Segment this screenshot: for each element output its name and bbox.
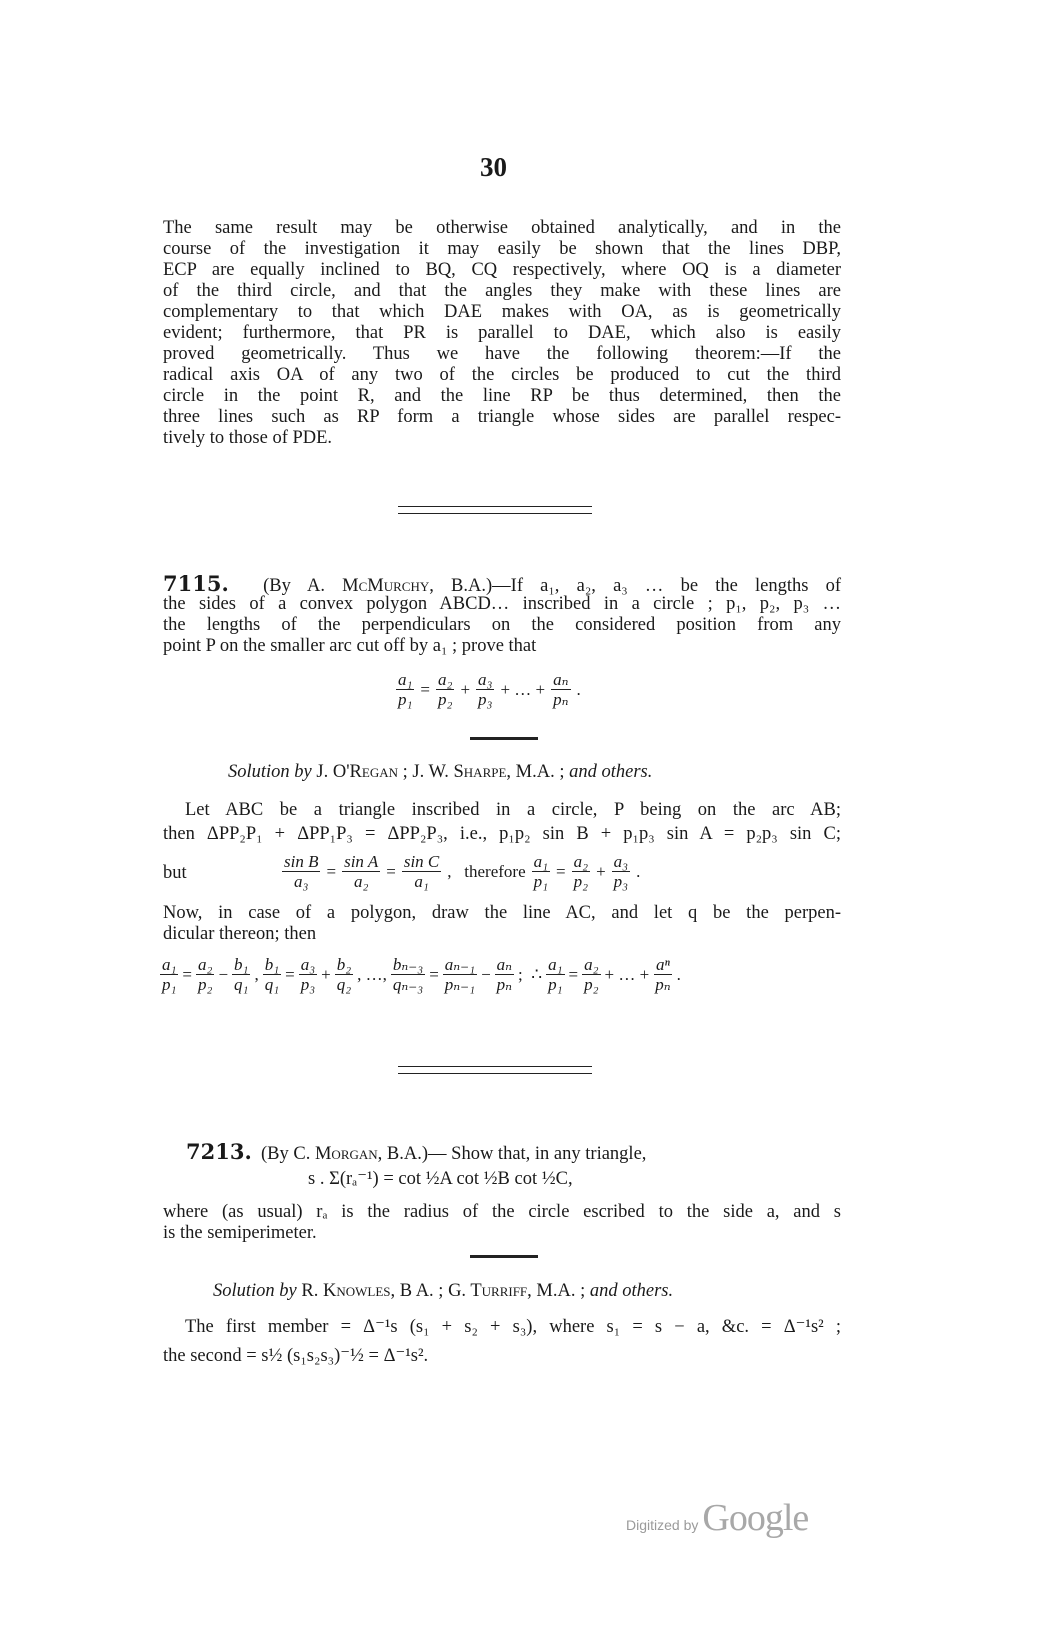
fraction-denominator: q₁ <box>264 975 280 994</box>
fraction-numerator: a₁ <box>398 670 413 689</box>
formula-prove <box>396 670 581 709</box>
fraction-denominator: p₃ <box>478 690 493 709</box>
formula-operator: = <box>420 679 431 699</box>
fraction <box>160 955 178 994</box>
section-divider <box>398 506 592 514</box>
question-7115 <box>163 573 841 657</box>
question-heading <box>163 573 841 594</box>
fraction-denominator: p₃ <box>300 975 316 994</box>
fraction-numerator: b₁ <box>234 955 249 974</box>
fraction-numerator: a₃ <box>478 670 493 689</box>
formula-operator: = <box>568 964 579 984</box>
fraction-denominator: p₃ <box>613 872 629 891</box>
fraction-denominator: p₁ <box>162 975 177 994</box>
fraction-denominator: pₙ₋₁ <box>444 975 476 994</box>
formula-operator: + <box>460 679 471 699</box>
fraction <box>342 852 380 891</box>
formula-operator: = <box>182 964 193 984</box>
formula-operator: = <box>556 861 566 881</box>
fraction-numerator: sin A <box>344 852 379 871</box>
text-line: complementary to that which DAE makes with OA, as is geometrically <box>163 302 841 322</box>
fraction-denominator: p₂ <box>573 872 589 891</box>
formula-operator: = <box>386 861 396 881</box>
fraction-numerator: sin B <box>284 852 319 871</box>
text-line: tively to those of PDE. <box>163 428 333 448</box>
fraction-numerator: b₁ <box>264 955 280 974</box>
fraction-numerator: sin C <box>403 852 440 871</box>
but-label: but <box>163 863 187 883</box>
intro-paragraph <box>163 218 841 449</box>
text-line: the second = s½ (s₁s₂s₃)⁻½ = Δ⁻¹s². <box>163 1346 429 1366</box>
by-prefix: (By C. <box>261 1144 315 1164</box>
formula-operator: . <box>676 964 681 984</box>
formula-operator: , …, <box>357 964 387 984</box>
short-rule <box>470 1255 538 1258</box>
solution-body-2 <box>163 903 841 945</box>
fraction-denominator: a₃ <box>294 872 309 891</box>
fraction <box>532 852 550 891</box>
formula-operator: , <box>254 964 259 984</box>
fraction-denominator: p₁ <box>398 690 413 709</box>
fraction-numerator: a₃ <box>300 955 316 974</box>
author-name: Morgan <box>314 1144 378 1164</box>
question-number: 7115. <box>163 571 229 596</box>
formula-sine-rule <box>282 852 640 891</box>
fraction <box>476 670 494 709</box>
fraction-denominator: pₙ <box>655 975 671 994</box>
fraction-numerator: aₙ <box>496 955 513 974</box>
fraction <box>546 955 564 994</box>
solution-body <box>163 1317 841 1367</box>
text-line: circle in the point R, and the line RP be thus determined, then the <box>163 386 841 406</box>
formula-operator: + <box>321 964 331 984</box>
text-line: where (as usual) rₐ is the radius of the circle escribed to the side a, and s <box>163 1202 841 1222</box>
fraction <box>232 955 250 994</box>
fraction <box>612 852 630 891</box>
fraction-denominator: p₂ <box>438 690 453 709</box>
fraction-numerator: a₁ <box>533 852 549 871</box>
formula-operator: ; ∴ <box>518 964 543 984</box>
fraction <box>196 955 214 994</box>
fraction <box>282 852 320 891</box>
formula-operator: . <box>636 861 641 881</box>
fraction-denominator: p₂ <box>584 975 599 994</box>
text-line: proved geometrically. Thus we have the following theorem:—If the <box>163 344 841 364</box>
fraction-denominator: pₙ <box>496 975 513 994</box>
text-line: three lines such as RP form a triangle whose sides are parallel respec- <box>163 407 841 427</box>
fraction-denominator: q₂ <box>336 975 352 994</box>
solver-degree: , M.A. ; <box>527 1281 590 1301</box>
fraction <box>495 955 514 994</box>
fraction <box>335 955 353 994</box>
solver-name: ; J. W. Sharpe <box>397 762 507 782</box>
formula-operator: − <box>218 964 229 984</box>
text-line: of the third circle, and that the angles they make with these lines are <box>163 281 841 301</box>
fraction-denominator: a₂ <box>353 872 369 891</box>
solver-name: J. O'Regan <box>311 762 398 782</box>
solver-degree: , M.A. ; <box>506 762 570 782</box>
fraction <box>582 955 600 994</box>
formula-operator: + <box>596 861 606 881</box>
fraction <box>402 852 441 891</box>
fraction-numerator: a₂ <box>573 852 589 871</box>
formula-operator: = <box>429 964 439 984</box>
fraction-denominator: p₁ <box>548 975 563 994</box>
formula-polygon <box>160 955 681 994</box>
text-line: the sides of a convex polygon ABCD… inscribed in a circle ; p₁, p₂, p₃ … <box>163 594 841 614</box>
fraction-numerator: b₂ <box>336 955 352 974</box>
fraction <box>551 670 570 709</box>
solution-prefix: Solution by <box>213 1281 297 1301</box>
solver-name: , B A. ; G. Turriff <box>390 1281 528 1301</box>
fraction-numerator: aⁿ <box>655 955 670 974</box>
digitized-by-text: Digitized by <box>626 1517 699 1533</box>
text-line: ECP are equally inclined to BQ, CQ respectively, where OQ is a diameter <box>163 260 841 280</box>
text-line: The same result may be otherwise obtained analytically, and in the <box>163 218 841 238</box>
question-body <box>163 1202 841 1244</box>
formula-operator: = <box>285 964 295 984</box>
text-line: the lengths of the perpendiculars on the considered position from any <box>163 615 841 635</box>
fraction <box>299 955 317 994</box>
solution-suffix: and others. <box>589 1281 674 1301</box>
text-line: is the semiperimeter. <box>163 1223 317 1243</box>
solution-body <box>163 800 841 845</box>
text-line: course of the investigation it may easily be shown that the lines DBP, <box>163 239 841 259</box>
fraction-denominator: p₂ <box>198 975 213 994</box>
formula-operator: + … + <box>500 679 546 699</box>
formula-operator: . <box>576 679 581 699</box>
solution-credit <box>213 1281 673 1302</box>
author-name: McMurchy <box>342 576 430 596</box>
fraction-numerator: a₂ <box>584 955 599 974</box>
fraction <box>391 955 425 994</box>
text-line: radical axis OA of any two of the circles be produced to cut the third <box>163 365 841 385</box>
short-rule <box>470 737 538 740</box>
fraction-denominator: pₙ <box>553 690 569 709</box>
fraction <box>396 670 414 709</box>
question-number: 7213. <box>186 1139 252 1164</box>
formula-operator: + … + <box>604 964 650 984</box>
fraction-numerator: aₙ <box>553 670 569 689</box>
fraction <box>263 955 281 994</box>
solver-name: R. Knowles <box>296 1281 391 1301</box>
fraction-numerator: a₂ <box>438 670 453 689</box>
by-prefix: (By A. <box>263 576 343 596</box>
fraction <box>443 955 477 994</box>
text-line: dicular thereon; then <box>163 924 317 944</box>
text-line: evident; furthermore, that PR is parallel to DAE, which also is easily <box>163 323 841 343</box>
solution-prefix: Solution by <box>228 762 312 782</box>
fraction-numerator: a₁ <box>162 955 177 974</box>
fraction-numerator: a₃ <box>613 852 629 871</box>
by-suffix: , B.A.)—If a₁, a₂, a₃ … be the lengths of <box>429 576 841 596</box>
text-line: point P on the smaller arc cut off by a₁ ; prove that <box>163 636 537 656</box>
section-divider <box>398 1066 592 1074</box>
fraction-numerator: bₙ₋₃ <box>392 955 424 974</box>
fraction <box>436 670 454 709</box>
fraction-denominator: q₁ <box>234 975 249 994</box>
fraction-numerator: aₙ₋₁ <box>444 955 476 974</box>
digitized-watermark <box>626 1496 808 1540</box>
google-logo: Google <box>702 1497 809 1539</box>
fraction-numerator: a₂ <box>198 955 213 974</box>
formula-operator: , therefore <box>447 861 526 881</box>
fraction-denominator: p₁ <box>533 872 549 891</box>
solution-suffix: and others. <box>569 762 653 782</box>
fraction-numerator: a₁ <box>548 955 563 974</box>
page-number: 30 <box>480 152 507 182</box>
fraction <box>572 852 590 891</box>
fraction-denominator: a₁ <box>414 872 429 891</box>
formula-operator: = <box>326 861 337 881</box>
formula-operator: − <box>481 964 491 984</box>
text-line: Let ABC be a triangle inscribed in a circle, P being on the arc AB; <box>185 800 841 820</box>
solution-credit <box>228 762 652 783</box>
formula-statement: s . Σ(rₐ⁻¹) = cot ½A cot ½B cot ½C, <box>308 1169 573 1189</box>
by-suffix: , B.A.)— Show that, in any triangle, <box>377 1144 647 1164</box>
fraction <box>653 955 672 994</box>
question-heading <box>186 1139 646 1165</box>
text-line: Now, in case of a polygon, draw the line AC, and let q be the perpen- <box>163 903 841 923</box>
text-line: then ΔPP₂P₁ + ΔPP₁P₃ = ΔPP₂P₃, i.e., p₁p₂ sin B + p₁p₃ sin A = p₂p₃ sin C; <box>163 824 841 844</box>
fraction-denominator: qₙ₋₃ <box>392 975 424 994</box>
text-line: The first member = Δ⁻¹s (s₁ + s₂ + s₃), where s₁ = s − a, &c. = Δ⁻¹s² ; <box>185 1317 841 1337</box>
